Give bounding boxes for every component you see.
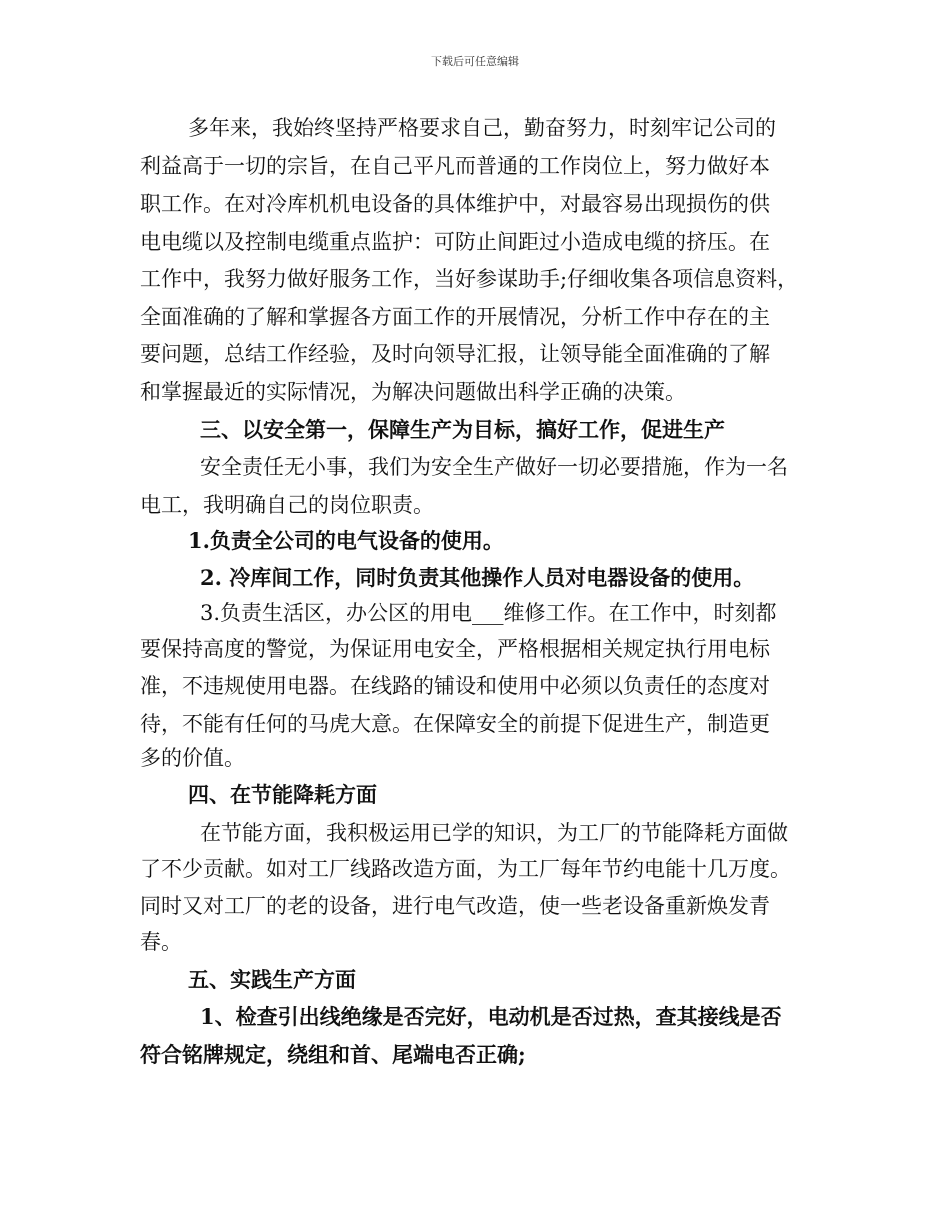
duty-item-2: 2. 冷库间工作，同时负责其他操作人员对电器设备的使用。: [200, 565, 755, 590]
duty-item-3: 3.负责生活区，办公区的用电___维修工作。在工作中，时刻都: [200, 601, 777, 625]
paragraph-line: 和掌握最近的实际情况，为解决问题做出科学正确的决策。: [140, 380, 686, 404]
paragraph-line: 全面准确的了解和掌握各方面工作的开展情况，分析工作中存在的主: [140, 305, 770, 329]
paragraph-line: 同时又对工厂的老的设备，进行电气改造，使一些老设备重新焕发青: [140, 894, 770, 918]
paragraph-line: 在节能方面，我积极运用已学的知识，为工厂的节能降耗方面做: [200, 821, 788, 845]
section-heading-5: 五、实践生产方面: [188, 967, 356, 992]
paragraph-line: 电工，我明确自己的岗位职责。: [140, 493, 434, 517]
paragraph-line: 职工作。在对冷库机机电设备的具体维护中，对最容易出现损伤的供: [140, 192, 770, 216]
paragraph-line: 春。: [140, 930, 182, 954]
paragraph-line: 多年来，我始终坚持严格要求自己，勤奋努力，时刻牢记公司的: [188, 116, 776, 140]
paragraph-line: 电电缆以及控制电缆重点监护：可防止间距过小造成电缆的挤压。在: [140, 230, 770, 254]
paragraph-line: 利益高于一切的宗旨，在自己平凡而普通的工作岗位上，努力做好本: [140, 154, 770, 178]
paragraph-line: 了不少贡献。如对工厂线路改造方面，为工厂每年节约电能十几万度。: [140, 857, 791, 881]
paragraph-line: 要问题，总结工作经验，及时向领导汇报，让领导能全面准确的了解: [140, 342, 770, 366]
paragraph-line: 待，不能有任何的马虎大意。在保障安全的前提下促进生产，制造更: [140, 712, 770, 736]
paragraph-line: 工作中，我努力做好服务工作，当好参谋助手;仔细收集各项信息资料，: [140, 267, 799, 291]
duty-item-1: 1.负责全公司的电气设备的使用。: [188, 528, 504, 553]
section-heading-3: 三、以安全第一，保障生产为目标，搞好工作，促进生产: [200, 417, 725, 442]
practice-item-1: 1、检查引出线绝缘是否完好，电动机是否过热，查其接线是否: [200, 1004, 782, 1029]
paragraph-line: 安全责任无小事，我们为安全生产做好一切必要措施，作为一名: [200, 455, 788, 479]
practice-item-1-continued: 符合铭牌规定，绕组和首、尾端电否正确;: [140, 1042, 526, 1067]
paragraph-line: 准，不违规使用电器。在线路的铺设和使用中必须以负责任的态度对: [140, 674, 770, 698]
paragraph-line: 要保持高度的警觉，为保证用电安全，严格根据相关规定执行用电标: [140, 637, 770, 661]
section-heading-4: 四、在节能降耗方面: [188, 782, 377, 807]
page-header: 下载后可任意编辑: [431, 55, 519, 68]
paragraph-line: 多的价值。: [140, 746, 245, 770]
